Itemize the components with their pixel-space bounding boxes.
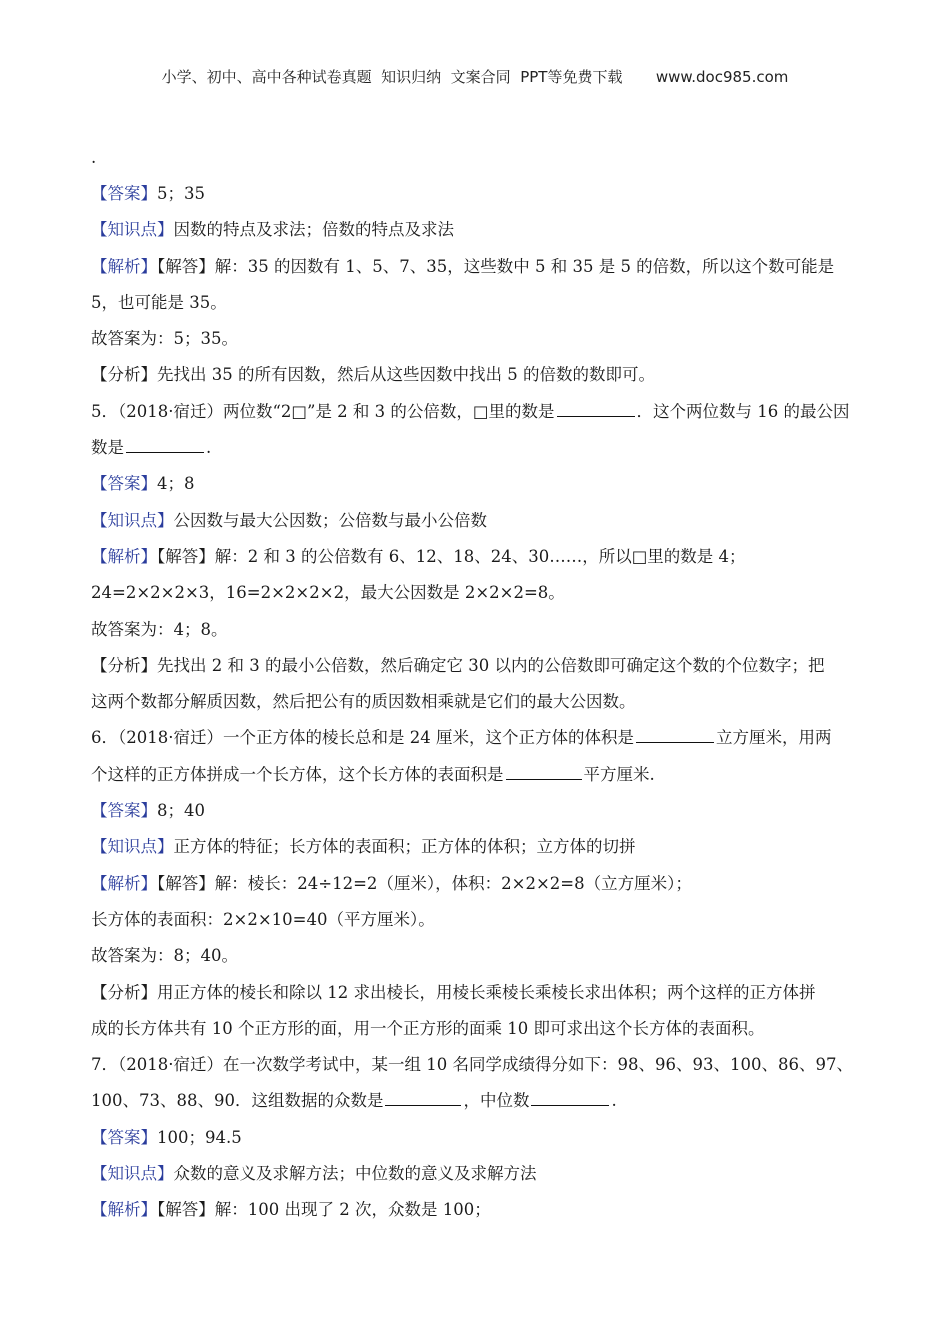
text-span: 先找出 2 和 3 的最小公倍数，然后确定它 30 以内的公倍数即可确定这个数的个位数字；把 <box>157 655 825 675</box>
answer-blank <box>506 761 582 780</box>
text-span: 众数的意义及求解方法；中位数的意义及求解方法 <box>173 1164 537 1184</box>
text-span: 长方体的表面积：2×2×10=40（平方厘米）。 <box>91 909 435 929</box>
text-span: 个这样的正方体拼成一个长方体，这个长方体的表面积是 <box>91 764 504 784</box>
analysis-tag: 【解析】 <box>91 1200 157 1220</box>
text-span: 8；40 <box>157 801 205 821</box>
fenxi-tag: 【分析】 <box>91 365 157 385</box>
fenxi-tag: 【分析】 <box>91 982 157 1002</box>
page-header: 小学、初中、高中各种试卷真题 知识归纳 文案合同 PPT等免费下载 www.doc985.com <box>161 68 789 86</box>
text-span: 故答案为：5；35。 <box>91 329 238 349</box>
answer-line <box>91 793 861 829</box>
text-span: 【解答】解：100 出现了 2 次，众数是 100； <box>157 1200 491 1220</box>
text-span: 5．（2018·宿迁）两位数“2□”是 2 和 3 的公倍数，□里的数是 <box>91 401 555 421</box>
text-line <box>91 575 861 611</box>
text-span: 7．（2018·宿迁）在一次数学考试中，某一组 10 名同学成绩得分如下：98、96、93、100、86、97、 <box>91 1055 853 1075</box>
answer-tag: 【答案】 <box>91 184 157 203</box>
text-span: 6．（2018·宿迁）一个正方体的棱长总和是 24 厘米，这个正方体的体积是 <box>91 728 634 748</box>
fenxi-line <box>91 975 861 1011</box>
answer-line <box>91 1120 861 1156</box>
answer-blank <box>531 1087 609 1106</box>
analysis-tag: 【解析】 <box>91 256 157 276</box>
text-line <box>91 757 861 793</box>
text-span: 故答案为：4；8。 <box>91 619 228 639</box>
knowledge-tag: 【知识点】 <box>91 837 174 857</box>
text-span: ．这个两位数与 16 的最公因 <box>636 401 850 421</box>
text-span: 正方体的特征；长方体的表面积；正方体的体积；立方体的切拼 <box>173 837 636 857</box>
text-line <box>91 430 861 466</box>
text-span: 数是 <box>91 438 124 458</box>
text-span: 5；35 <box>157 184 205 203</box>
text-span: 24=2×2×2×3，16=2×2×2×2，最大公因数是 2×2×2=8。 <box>91 583 565 603</box>
text-line <box>91 285 861 321</box>
text-line <box>91 1083 861 1119</box>
text-span: 【解答】解：棱长：24÷12=2（厘米），体积：2×2×2=8（立方厘米）； <box>157 873 692 893</box>
analysis-line <box>91 1192 861 1228</box>
knowledge-tag: 【知识点】 <box>91 1164 174 1184</box>
knowledge-line <box>91 829 861 865</box>
document-body <box>91 140 861 1229</box>
answer-tag: 【答案】 <box>91 801 157 821</box>
answer-blank <box>636 724 714 743</box>
fenxi-line <box>91 357 861 393</box>
knowledge-line <box>91 212 861 248</box>
text-span: 【解答】解：2 和 3 的公倍数有 6、12、18、24、30……，所以□里的数是 4； <box>157 546 746 566</box>
text-line <box>91 902 861 938</box>
answer-line <box>91 466 861 502</box>
text-span: 公因数与最大公因数；公倍数与最小公倍数 <box>173 510 487 530</box>
text-line <box>91 684 861 720</box>
text-span: 100；94.5 <box>157 1127 242 1147</box>
analysis-line <box>91 539 861 575</box>
text-line <box>91 938 861 974</box>
text-span: 成的长方体共有 10 个正方形的面，用一个正方形的面乘 10 即可求出这个长方体的表面积。 <box>91 1018 765 1038</box>
text-span: 故答案为：8；40。 <box>91 946 238 966</box>
text-line <box>91 140 861 176</box>
analysis-tag: 【解析】 <box>91 546 157 566</box>
answer-blank <box>385 1087 461 1106</box>
text-span: 5，也可能是 35。 <box>91 292 227 312</box>
text-line <box>91 1011 861 1047</box>
text-span: ，中位数 <box>463 1091 530 1111</box>
text-span: 这两个数都分解质因数，然后把公有的质因数相乘就是它们的最大公因数。 <box>91 692 636 712</box>
answer-blank <box>557 398 635 417</box>
analysis-line <box>91 866 861 902</box>
text-span: . <box>91 148 97 167</box>
text-span: 因数的特点及求法；倍数的特点及求法 <box>173 220 454 240</box>
knowledge-line <box>91 503 861 539</box>
text-span: . <box>611 1091 617 1111</box>
analysis-line <box>91 249 861 285</box>
text-span: 立方厘米，用两 <box>715 728 832 748</box>
answer-line <box>91 176 861 212</box>
text-line <box>91 321 861 357</box>
analysis-tag: 【解析】 <box>91 873 157 893</box>
question-7 <box>91 1047 861 1083</box>
text-line <box>91 612 861 648</box>
fenxi-line <box>91 648 861 684</box>
knowledge-line <box>91 1156 861 1192</box>
answer-tag: 【答案】 <box>91 474 157 494</box>
text-span: 100、73、88、90．这组数据的众数是 <box>91 1091 384 1111</box>
text-span: 【解答】解：35 的因数有 1、5、7、35，这些数中 5 和 35 是 5 的倍数，所以这个数可能是 <box>157 256 835 276</box>
text-span: 4；8 <box>157 474 195 494</box>
answer-tag: 【答案】 <box>91 1127 157 1147</box>
knowledge-tag: 【知识点】 <box>91 510 174 530</box>
fenxi-tag: 【分析】 <box>91 655 157 675</box>
text-span: 平方厘米. <box>583 764 655 784</box>
text-span: . <box>206 438 212 458</box>
text-span: 用正方体的棱长和除以 12 求出棱长，用棱长乘棱长乘棱长求出体积；两个这样的正方体拼 <box>157 982 816 1002</box>
question-6 <box>91 720 861 756</box>
question-5 <box>91 394 861 430</box>
text-span: 先找出 35 的所有因数，然后从这些因数中找出 5 的倍数的数即可。 <box>157 365 655 385</box>
knowledge-tag: 【知识点】 <box>91 220 174 240</box>
answer-blank <box>126 434 204 453</box>
